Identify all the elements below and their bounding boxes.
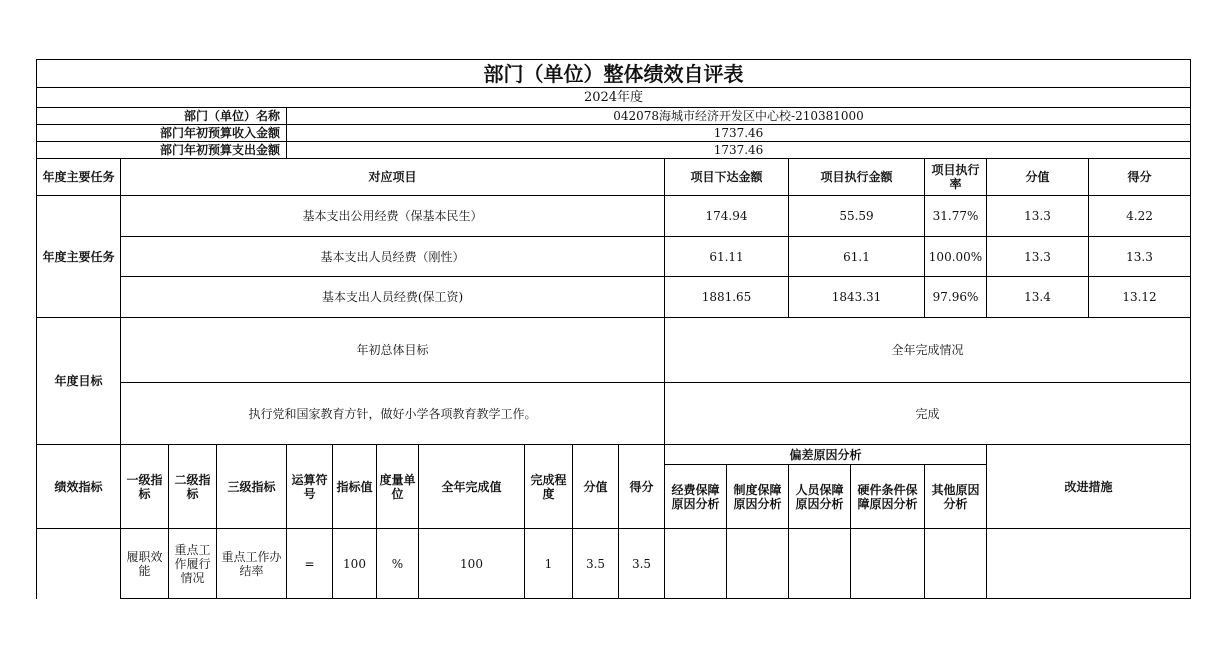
executed-amount-header: 项目执行金额 — [789, 159, 925, 196]
indicator-annual-value: 100 — [419, 529, 525, 599]
dev-staff-header: 人员保障原因分析 — [789, 465, 851, 529]
indicator-level2: 重点工作履行情况 — [169, 529, 217, 599]
level1-header: 一级指标 — [121, 445, 169, 529]
deviation-header: 偏差原因分析 — [665, 445, 987, 465]
degree-header: 完成程度 — [525, 445, 573, 529]
header-row-expenditure — [37, 142, 1191, 159]
annual-value-header: 全年完成值 — [419, 445, 525, 529]
header-row-unit-name — [37, 108, 1191, 125]
header-row-income — [37, 125, 1191, 142]
page-cutoff — [0, 624, 1231, 662]
task-row — [37, 196, 1191, 237]
indicator-dev-other — [925, 529, 987, 599]
dev-funding-header: 经费保障原因分析 — [665, 465, 727, 529]
indicator-operator: = — [287, 529, 333, 599]
task-executed: 55.59 — [789, 196, 925, 237]
improvement-header: 改进措施 — [987, 445, 1191, 529]
task-score-value: 13.4 — [987, 277, 1089, 318]
indicator-dev-hardware — [851, 529, 925, 599]
indicators-label-continuation — [37, 529, 121, 599]
indicator-degree: 1 — [525, 529, 573, 599]
indicators-label: 绩效指标 — [37, 445, 121, 529]
score-value-header: 分值 — [987, 159, 1089, 196]
dev-other-header: 其他原因分析 — [925, 465, 987, 529]
score-header: 得分 — [1089, 159, 1191, 196]
task-executed: 1843.31 — [789, 277, 925, 318]
income-budget-value: 1737.46 — [287, 125, 1191, 142]
indicator-score-value: 3.5 — [573, 529, 619, 599]
task-score: 4.22 — [1089, 196, 1191, 237]
indicator-improvement — [987, 529, 1191, 599]
indicators-header-row-1 — [37, 445, 1191, 465]
task-rate: 31.77% — [925, 196, 987, 237]
execution-rate-header: 项目执行率 — [925, 159, 987, 196]
task-score-value: 13.3 — [987, 196, 1089, 237]
expenditure-budget-value: 1737.46 — [287, 142, 1191, 159]
initial-target-header: 年初总体目标 — [121, 318, 665, 383]
task-score: 13.12 — [1089, 277, 1191, 318]
unit-header: 度量单位 — [377, 445, 419, 529]
dev-system-header: 制度保障原因分析 — [727, 465, 789, 529]
task-issued: 1881.65 — [665, 277, 789, 318]
indicator-unit: % — [377, 529, 419, 599]
expenditure-budget-label: 部门年初预算支出金额 — [37, 142, 287, 159]
initial-target-text: 执行党和国家教育方针，做好小学各项教育教学工作。 — [121, 383, 665, 445]
indicator-score-header: 得分 — [619, 445, 665, 529]
operator-header: 运算符号 — [287, 445, 333, 529]
income-budget-label: 部门年初预算收入金额 — [37, 125, 287, 142]
task-project: 基本支出人员经费（刚性） — [121, 237, 665, 277]
indicator-level3: 重点工作办结率 — [217, 529, 287, 599]
goals-header-row — [37, 318, 1191, 383]
indicator-score: 3.5 — [619, 529, 665, 599]
issued-amount-header: 项目下达金额 — [665, 159, 789, 196]
unit-name-label: 部门（单位）名称 — [37, 108, 287, 125]
level2-header: 二级指标 — [169, 445, 217, 529]
goals-label: 年度目标 — [37, 318, 121, 445]
fiscal-year: 2024年度 — [37, 88, 1191, 108]
task-issued: 61.11 — [665, 237, 789, 277]
goals-content-row — [37, 383, 1191, 445]
tasks-row-label: 年度主要任务 — [37, 196, 121, 318]
level3-header: 三级指标 — [217, 445, 287, 529]
indicator-dev-system — [727, 529, 789, 599]
indicator-target-value: 100 — [333, 529, 377, 599]
task-issued: 174.94 — [665, 196, 789, 237]
task-project: 基本支出公用经费（保基本民生） — [121, 196, 665, 237]
task-rate: 100.00% — [925, 237, 987, 277]
task-score-value: 13.3 — [987, 237, 1089, 277]
project-col-header: 对应项目 — [121, 159, 665, 196]
unit-name-value: 042078海城市经济开发区中心校-210381000 — [287, 108, 1191, 125]
tasks-col-label: 年度主要任务 — [37, 159, 121, 196]
page-title: 部门（单位）整体绩效自评表 — [37, 60, 1191, 88]
self-evaluation-table — [36, 59, 1191, 599]
dev-hardware-header: 硬件条件保障原因分析 — [851, 465, 925, 529]
task-rate: 97.96% — [925, 277, 987, 318]
indicator-row — [37, 529, 1191, 599]
tasks-header-row — [37, 159, 1191, 196]
indicator-score-value-header: 分值 — [573, 445, 619, 529]
task-row — [37, 237, 1191, 277]
completion-text: 完成 — [665, 383, 1191, 445]
task-row — [37, 277, 1191, 318]
indicator-dev-staff — [789, 529, 851, 599]
task-project: 基本支出人员经费(保工资) — [121, 277, 665, 318]
completion-header: 全年完成情况 — [665, 318, 1191, 383]
task-score: 13.3 — [1089, 237, 1191, 277]
indicator-level1: 履职效能 — [121, 529, 169, 599]
task-executed: 61.1 — [789, 237, 925, 277]
target-value-header: 指标值 — [333, 445, 377, 529]
indicator-dev-funding — [665, 529, 727, 599]
